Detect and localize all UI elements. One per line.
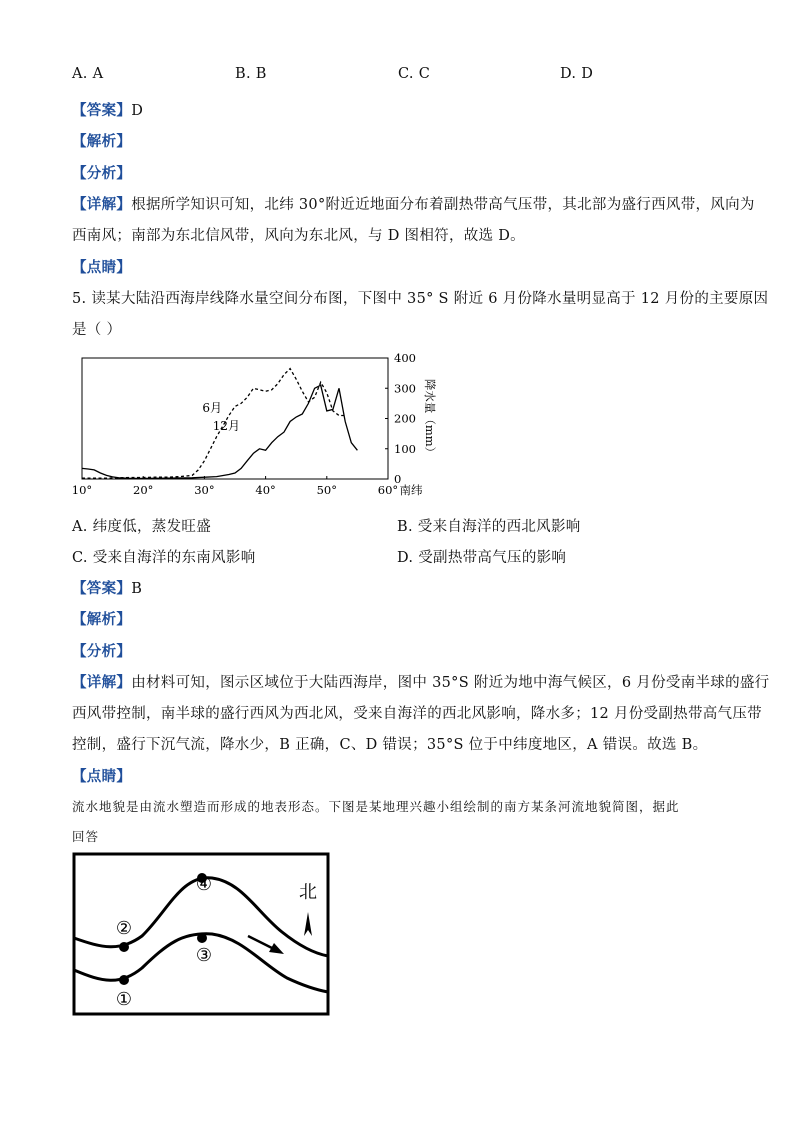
north-label: 北 xyxy=(299,882,317,903)
series-label: 6月 xyxy=(202,401,222,415)
q4-detail-line1: 根据所学知识可知，北纬 30°附近近地面分布着副热带高气压带，其北部为盛行西风带，风向为 xyxy=(131,197,755,213)
point-3-dot xyxy=(197,933,207,943)
q4-comment-tag: 【点睛】 xyxy=(72,259,132,276)
q5-fenxi-tag: 【分析】 xyxy=(72,643,132,660)
q5-option-b: B. 受来自海洋的西北风影响 xyxy=(397,519,581,535)
landform-intro-line2: 回答 xyxy=(72,829,100,844)
q4-detail-tag: 【详解】 xyxy=(72,196,132,213)
x-tick-label: 30° xyxy=(194,483,215,497)
series-label: 12月 xyxy=(212,419,240,433)
q4-fenxi-row xyxy=(72,162,131,183)
y-axis-label: 降水量（mm） xyxy=(423,378,437,459)
q5-stem-line1: 5. 读某大陆沿西海岸线降水量空间分布图，下图中 35° S 附近 6 月份降水量明显高于 12 月份的主要原因 xyxy=(72,291,769,307)
point-2-dot xyxy=(119,942,129,952)
q5-answer-tag: 【答案】 xyxy=(72,580,132,597)
y-tick-label: 100 xyxy=(394,441,416,456)
x-tick-label: 20° xyxy=(133,483,154,497)
point-4-label: ④ xyxy=(195,874,213,895)
q4-answer-row xyxy=(72,99,143,120)
q5-analysis-row xyxy=(72,608,131,629)
q5-detail-line3: 控制，盛行下沉气流，降水少，B 正确，C、D 错误；35°S 位于中纬度地区，A 错误。故选 B。 xyxy=(72,737,708,753)
x-tick-label: 10° xyxy=(71,483,93,497)
q4-answer: D xyxy=(131,103,144,119)
point-3-label: ③ xyxy=(195,945,213,966)
precipitation-chart xyxy=(70,350,470,500)
q5-analysis-tag: 【解析】 xyxy=(72,611,132,628)
q5-detail-line2: 西风带控制，南半球的盛行西风为西北风，受来自海洋的西北风影响，降水多；12 月份受副热带高气压带 xyxy=(72,706,762,722)
q4-detail-line2: 西南风；南部为东北信风带，风向为东北风，与 D 图相符，故选 D。 xyxy=(72,228,525,244)
river-diagram xyxy=(72,852,330,1016)
q4-option-b: B. B xyxy=(235,66,267,82)
x-tick-label: 40° xyxy=(255,483,276,497)
q5-fenxi-row xyxy=(72,640,131,661)
y-tick-label: 200 xyxy=(394,411,416,426)
q4-option-a: A. A xyxy=(72,66,104,82)
y-tick-label: 300 xyxy=(394,381,416,396)
q5-comment-tag: 【点睛】 xyxy=(72,768,132,785)
q5-comment-row xyxy=(72,765,131,786)
point-1-dot xyxy=(119,975,129,985)
x-tick-label: 50° xyxy=(316,483,337,497)
q5-detail-line1: 由材料可知，图示区域位于大陆西海岸，图中 35°S 附近为地中海气候区，6 月份受南半球的盛行 xyxy=(131,675,770,691)
q5-answer-row xyxy=(72,577,142,598)
q4-fenxi-tag: 【分析】 xyxy=(72,165,132,182)
q5-answer: B xyxy=(131,581,143,597)
q5-stem-line2: 是（ ） xyxy=(72,322,122,338)
y-tick-label: 400 xyxy=(394,351,416,365)
q5-option-d: D. 受副热带高气压的影响 xyxy=(397,550,567,566)
point-1-label: ① xyxy=(115,989,133,1010)
q5-option-a: A. 纬度低，蒸发旺盛 xyxy=(72,519,211,535)
landform-intro-line1: 流水地貌是由流水塑造而形成的地表形态。下图是某地理兴趣小组绘制的南方某条河流地貌简图，据此 xyxy=(72,799,680,814)
x-axis-unit: 南纬 xyxy=(399,483,423,497)
q4-analysis-tag: 【解析】 xyxy=(72,133,132,150)
q4-option-d: D. D xyxy=(560,66,594,82)
q4-comment-row xyxy=(72,256,131,277)
q4-answer-tag: 【答案】 xyxy=(72,102,132,119)
x-tick-label: 60° xyxy=(377,483,399,497)
y-tick-label: 0 xyxy=(394,472,402,486)
q5-detail-row1 xyxy=(72,671,770,692)
q4-option-c: C. C xyxy=(398,66,431,82)
q5-option-c: C. 受来自海洋的东南风影响 xyxy=(72,550,256,566)
point-2-label: ② xyxy=(115,918,133,939)
q4-analysis-row xyxy=(72,130,131,151)
q4-detail-row1 xyxy=(72,193,755,214)
q5-detail-tag: 【详解】 xyxy=(72,674,132,691)
